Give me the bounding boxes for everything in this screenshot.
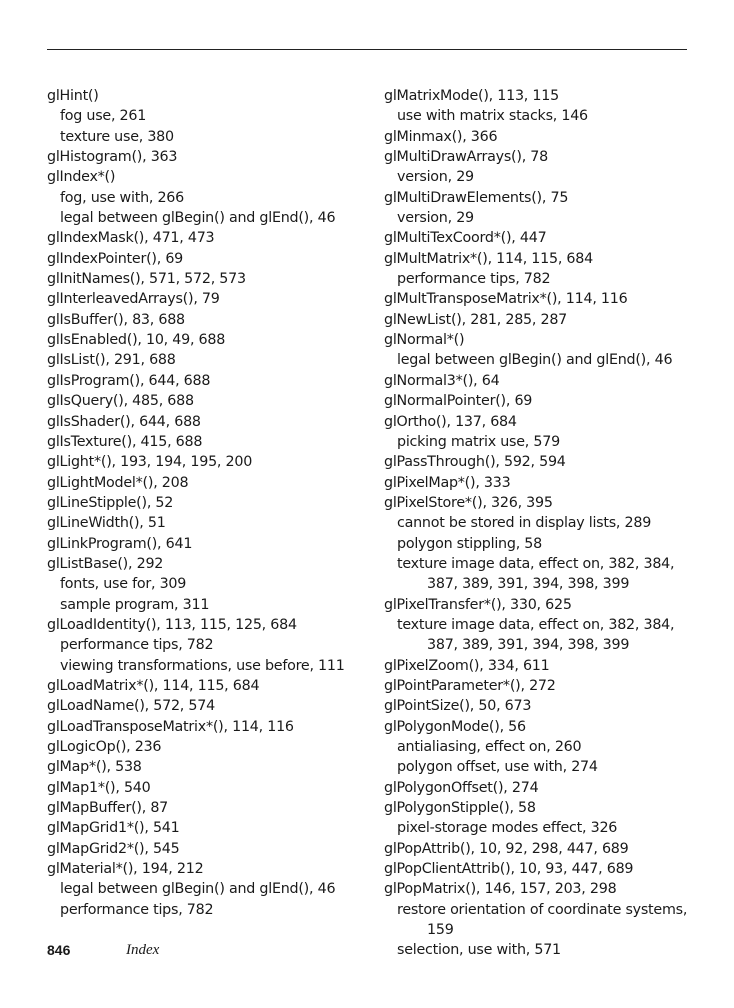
index-entry: glLineStipple(), 52 bbox=[47, 494, 174, 511]
index-entry: glIndexPointer(), 69 bbox=[47, 250, 184, 267]
index-entry: glIsBuffer(), 83, 688 bbox=[47, 311, 185, 328]
index-entry: glLoadName(), 572, 574 bbox=[47, 698, 215, 715]
index-subentry: antialiasing, effect on, 260 bbox=[397, 739, 582, 755]
index-subentry: 387, 389, 391, 394, 398, 399 bbox=[427, 637, 630, 654]
index-entry: glIsList(), 291, 688 bbox=[47, 352, 176, 369]
index-subentry: legal between glBegin() and glEnd(), 46 bbox=[397, 352, 673, 369]
index-subentry: selection, use with, 571 bbox=[397, 942, 561, 959]
index-entry: glLineWidth(), 51 bbox=[47, 515, 166, 532]
index-entry: glMultiDrawElements(), 75 bbox=[384, 189, 569, 206]
index-subentry: texture image data, effect on, 382, 384, bbox=[397, 555, 675, 572]
index-entry: glOrtho(), 137, 684 bbox=[384, 413, 517, 430]
index-subentry: fonts, use for, 309 bbox=[60, 576, 187, 593]
index-entry: glInitNames(), 571, 572, 573 bbox=[47, 271, 246, 288]
index-subentry: polygon stippling, 58 bbox=[397, 535, 542, 552]
index-entry: glPixelStore*(), 326, 395 bbox=[384, 494, 553, 511]
index-subentry: version, 29 bbox=[397, 169, 474, 186]
index-entry: glListBase(), 292 bbox=[47, 555, 164, 572]
index-entry: glMap1*(), 540 bbox=[47, 779, 151, 796]
index-subentry: fog use, 261 bbox=[60, 108, 147, 125]
index-subentry: performance tips, 782 bbox=[397, 271, 551, 288]
index-entry: glNewList(), 281, 285, 287 bbox=[384, 311, 568, 328]
index-subentry: texture image data, effect on, 382, 384, bbox=[397, 616, 675, 633]
index-entry: glPolygonStipple(), 58 bbox=[384, 800, 536, 817]
index-entry: glLoadMatrix*(), 114, 115, 684 bbox=[47, 677, 260, 694]
index-entry: glPolygonMode(), 56 bbox=[384, 718, 526, 735]
index-subentry: texture use, 380 bbox=[60, 128, 174, 145]
index-subentry: picking matrix use, 579 bbox=[397, 433, 560, 450]
header-rule bbox=[47, 49, 687, 50]
index-entry: glMinmax(), 366 bbox=[384, 128, 498, 145]
section-name: Index bbox=[126, 942, 160, 958]
index-entry: glMultiTexCoord*(), 447 bbox=[384, 230, 547, 247]
index-subentry: pixel-storage modes effect, 326 bbox=[397, 820, 618, 837]
index-entry: glLinkProgram(), 641 bbox=[47, 535, 193, 552]
index-entry: glMultMatrix*(), 114, 115, 684 bbox=[384, 250, 593, 267]
index-entry: glMatrixMode(), 113, 115 bbox=[384, 88, 559, 104]
index-subentry: 159 bbox=[427, 922, 454, 939]
index-entry: glHint() bbox=[47, 88, 99, 104]
index-entry: glPixelTransfer*(), 330, 625 bbox=[384, 596, 572, 613]
page-footer bbox=[47, 941, 160, 960]
index-entry: glIsEnabled(), 10, 49, 688 bbox=[47, 332, 226, 349]
index-subentry: performance tips, 782 bbox=[60, 901, 214, 918]
index-entry: glInterleavedArrays(), 79 bbox=[47, 291, 220, 308]
index-entry: glMapBuffer(), 87 bbox=[47, 800, 169, 817]
index-entry: glPopMatrix(), 146, 157, 203, 298 bbox=[384, 881, 617, 898]
index-entry: glLight*(), 193, 194, 195, 200 bbox=[47, 454, 253, 471]
index-subentry: legal between glBegin() and glEnd(), 46 bbox=[60, 210, 336, 227]
index-entry: glMaterial*(), 194, 212 bbox=[47, 861, 204, 878]
index-entry: glNormalPointer(), 69 bbox=[384, 393, 533, 410]
index-entry: glIsShader(), 644, 688 bbox=[47, 413, 201, 430]
index-entry: glPointSize(), 50, 673 bbox=[384, 698, 532, 715]
index-column-left bbox=[47, 86, 367, 920]
index-subentry: restore orientation of coordinate systems, bbox=[397, 901, 688, 918]
index-entry: glPolygonOffset(), 274 bbox=[384, 779, 539, 796]
index-entry: glIsQuery(), 485, 688 bbox=[47, 393, 194, 410]
index-entry: glIndex*() bbox=[47, 169, 116, 186]
index-subentry: viewing transformations, use before, 111 bbox=[60, 657, 345, 674]
index-entry: glLightModel*(), 208 bbox=[47, 474, 189, 491]
page-number: 846 bbox=[47, 942, 71, 958]
index-entry: glLoadIdentity(), 113, 115, 125, 684 bbox=[47, 616, 297, 633]
index-column-right bbox=[384, 86, 690, 961]
index-entry: glMap*(), 538 bbox=[47, 759, 142, 776]
index-subentry: 387, 389, 391, 394, 398, 399 bbox=[427, 576, 630, 593]
index-entry: glIndexMask(), 471, 473 bbox=[47, 230, 215, 247]
index-entry: glIsProgram(), 644, 688 bbox=[47, 372, 211, 389]
index-entry: glMultTransposeMatrix*(), 114, 116 bbox=[384, 291, 628, 308]
index-subentry: performance tips, 782 bbox=[60, 637, 214, 654]
index-entry: glPixelMap*(), 333 bbox=[384, 474, 511, 491]
index-entry: glPopAttrib(), 10, 92, 298, 447, 689 bbox=[384, 840, 629, 857]
index-entry: glMapGrid1*(), 541 bbox=[47, 820, 180, 837]
index-entry: glPointParameter*(), 272 bbox=[384, 677, 556, 694]
index-subentry: use with matrix stacks, 146 bbox=[397, 108, 588, 125]
index-subentry: legal between glBegin() and glEnd(), 46 bbox=[60, 881, 336, 898]
index-entry: glPassThrough(), 592, 594 bbox=[384, 454, 566, 471]
index-subentry: fog, use with, 266 bbox=[60, 189, 185, 206]
index-entry: glNormal*() bbox=[384, 332, 465, 349]
index-entry: glIsTexture(), 415, 688 bbox=[47, 433, 203, 450]
index-subentry: polygon offset, use with, 274 bbox=[397, 759, 598, 776]
index-entry: glHistogram(), 363 bbox=[47, 149, 178, 166]
index-subentry: sample program, 311 bbox=[60, 596, 210, 613]
index-entry: glNormal3*(), 64 bbox=[384, 372, 500, 389]
index-subentry: version, 29 bbox=[397, 210, 474, 227]
index-entry: glLogicOp(), 236 bbox=[47, 739, 162, 755]
index-entry: glLoadTransposeMatrix*(), 114, 116 bbox=[47, 718, 294, 735]
index-subentry: cannot be stored in display lists, 289 bbox=[397, 515, 652, 532]
index-entry: glPixelZoom(), 334, 611 bbox=[384, 657, 550, 674]
index-entry: glMapGrid2*(), 545 bbox=[47, 840, 180, 857]
index-entry: glMultiDrawArrays(), 78 bbox=[384, 149, 548, 166]
index-entry: glPopClientAttrib(), 10, 93, 447, 689 bbox=[384, 861, 634, 878]
